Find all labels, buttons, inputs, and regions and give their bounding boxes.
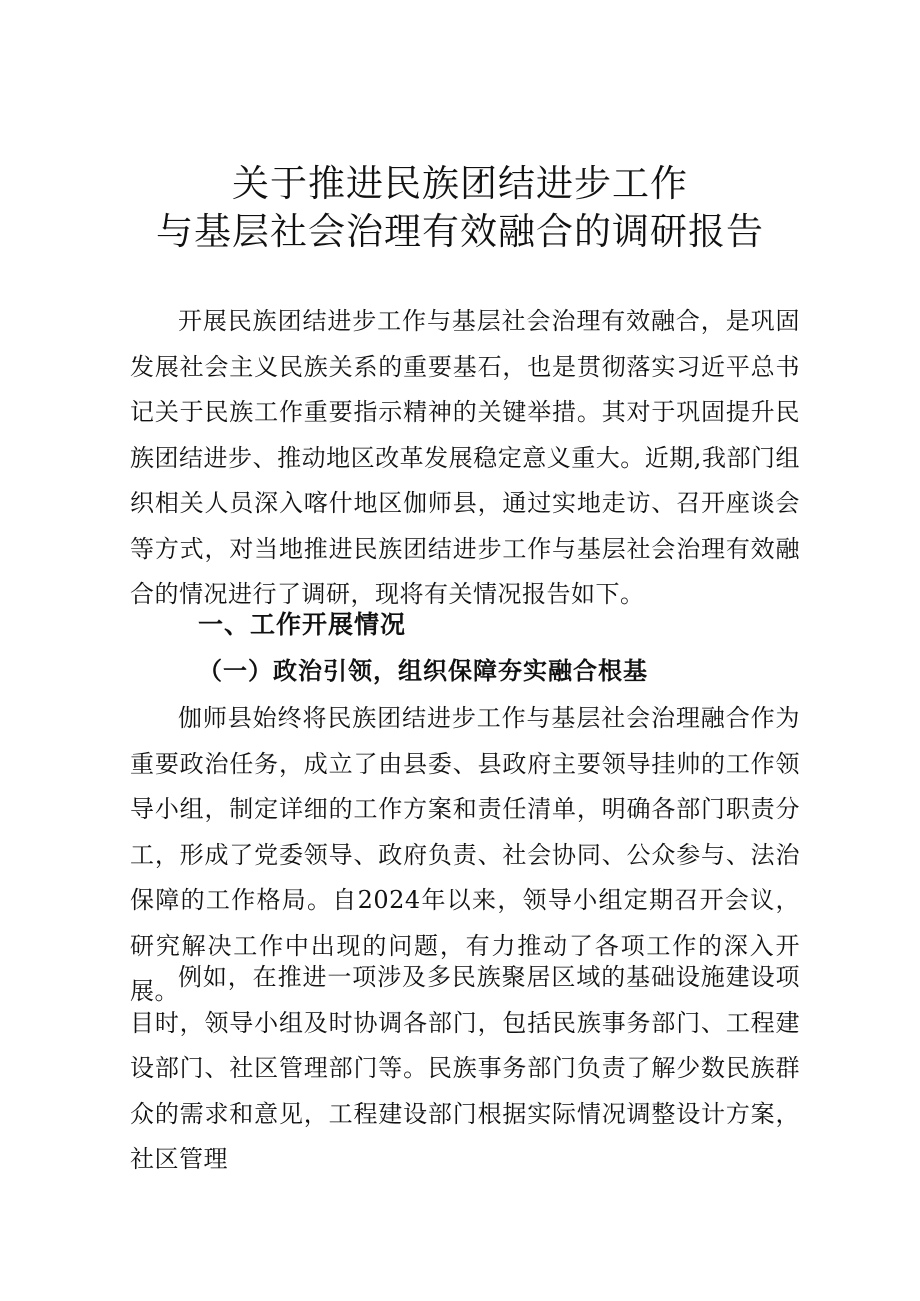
- section-heading-1: 一、工作开展情况: [198, 610, 407, 639]
- subsection-heading-1: （一）政治引领，组织保障夯实融合根基: [198, 656, 648, 685]
- body-paragraph-3: 例如，在推进一项涉及多民族聚居区域的基础设施建设项目时，领导小组及时协调各部门，包括民族事务部门、工程建设部门、社区管理部门等。民族事务部门负责了解少数民族群众的需求和意见，工程建设部门根据实际情况调整设计方案，社区管理: [130, 963, 800, 1173]
- body-paragraph-2: 伽师县始终将民族团结进步工作与基层社会治理融合作为重要政治任务，成立了由县委、县政府主要领导挂帅的工作领导小组，制定详细的工作方案和责任清单，明确各部门职责分工，形成了党委领导、政府负责、社会协同、公众参与、法治保障的工作格局。自2024年以来，领导小组定期召开会议，研究解决工作中出现的问题，有力推动了各项工作的深入开展。: [130, 704, 800, 1005]
- report-title-line-2: 与基层社会治理有效融合的调研报告: [156, 210, 764, 253]
- report-title-line-1: 关于推进民族团结进步工作: [232, 162, 688, 205]
- intro-paragraph: 开展民族团结进步工作与基层社会治理有效融合，是巩固发展社会主义民族关系的重要基石，也是贯彻落实习近平总书记关于民族工作重要指示精神的关键举措。其对于巩固提升民族团结进步、推动地区改革发展稳定意义重大。近期,我部门组织相关人员深入喀什地区伽师县，通过实地走访、召开座谈会等方式，对当地推进民族团结进步工作与基层社会治理有效融合的情况进行了调研，现将有关情况报告如下。: [130, 307, 800, 608]
